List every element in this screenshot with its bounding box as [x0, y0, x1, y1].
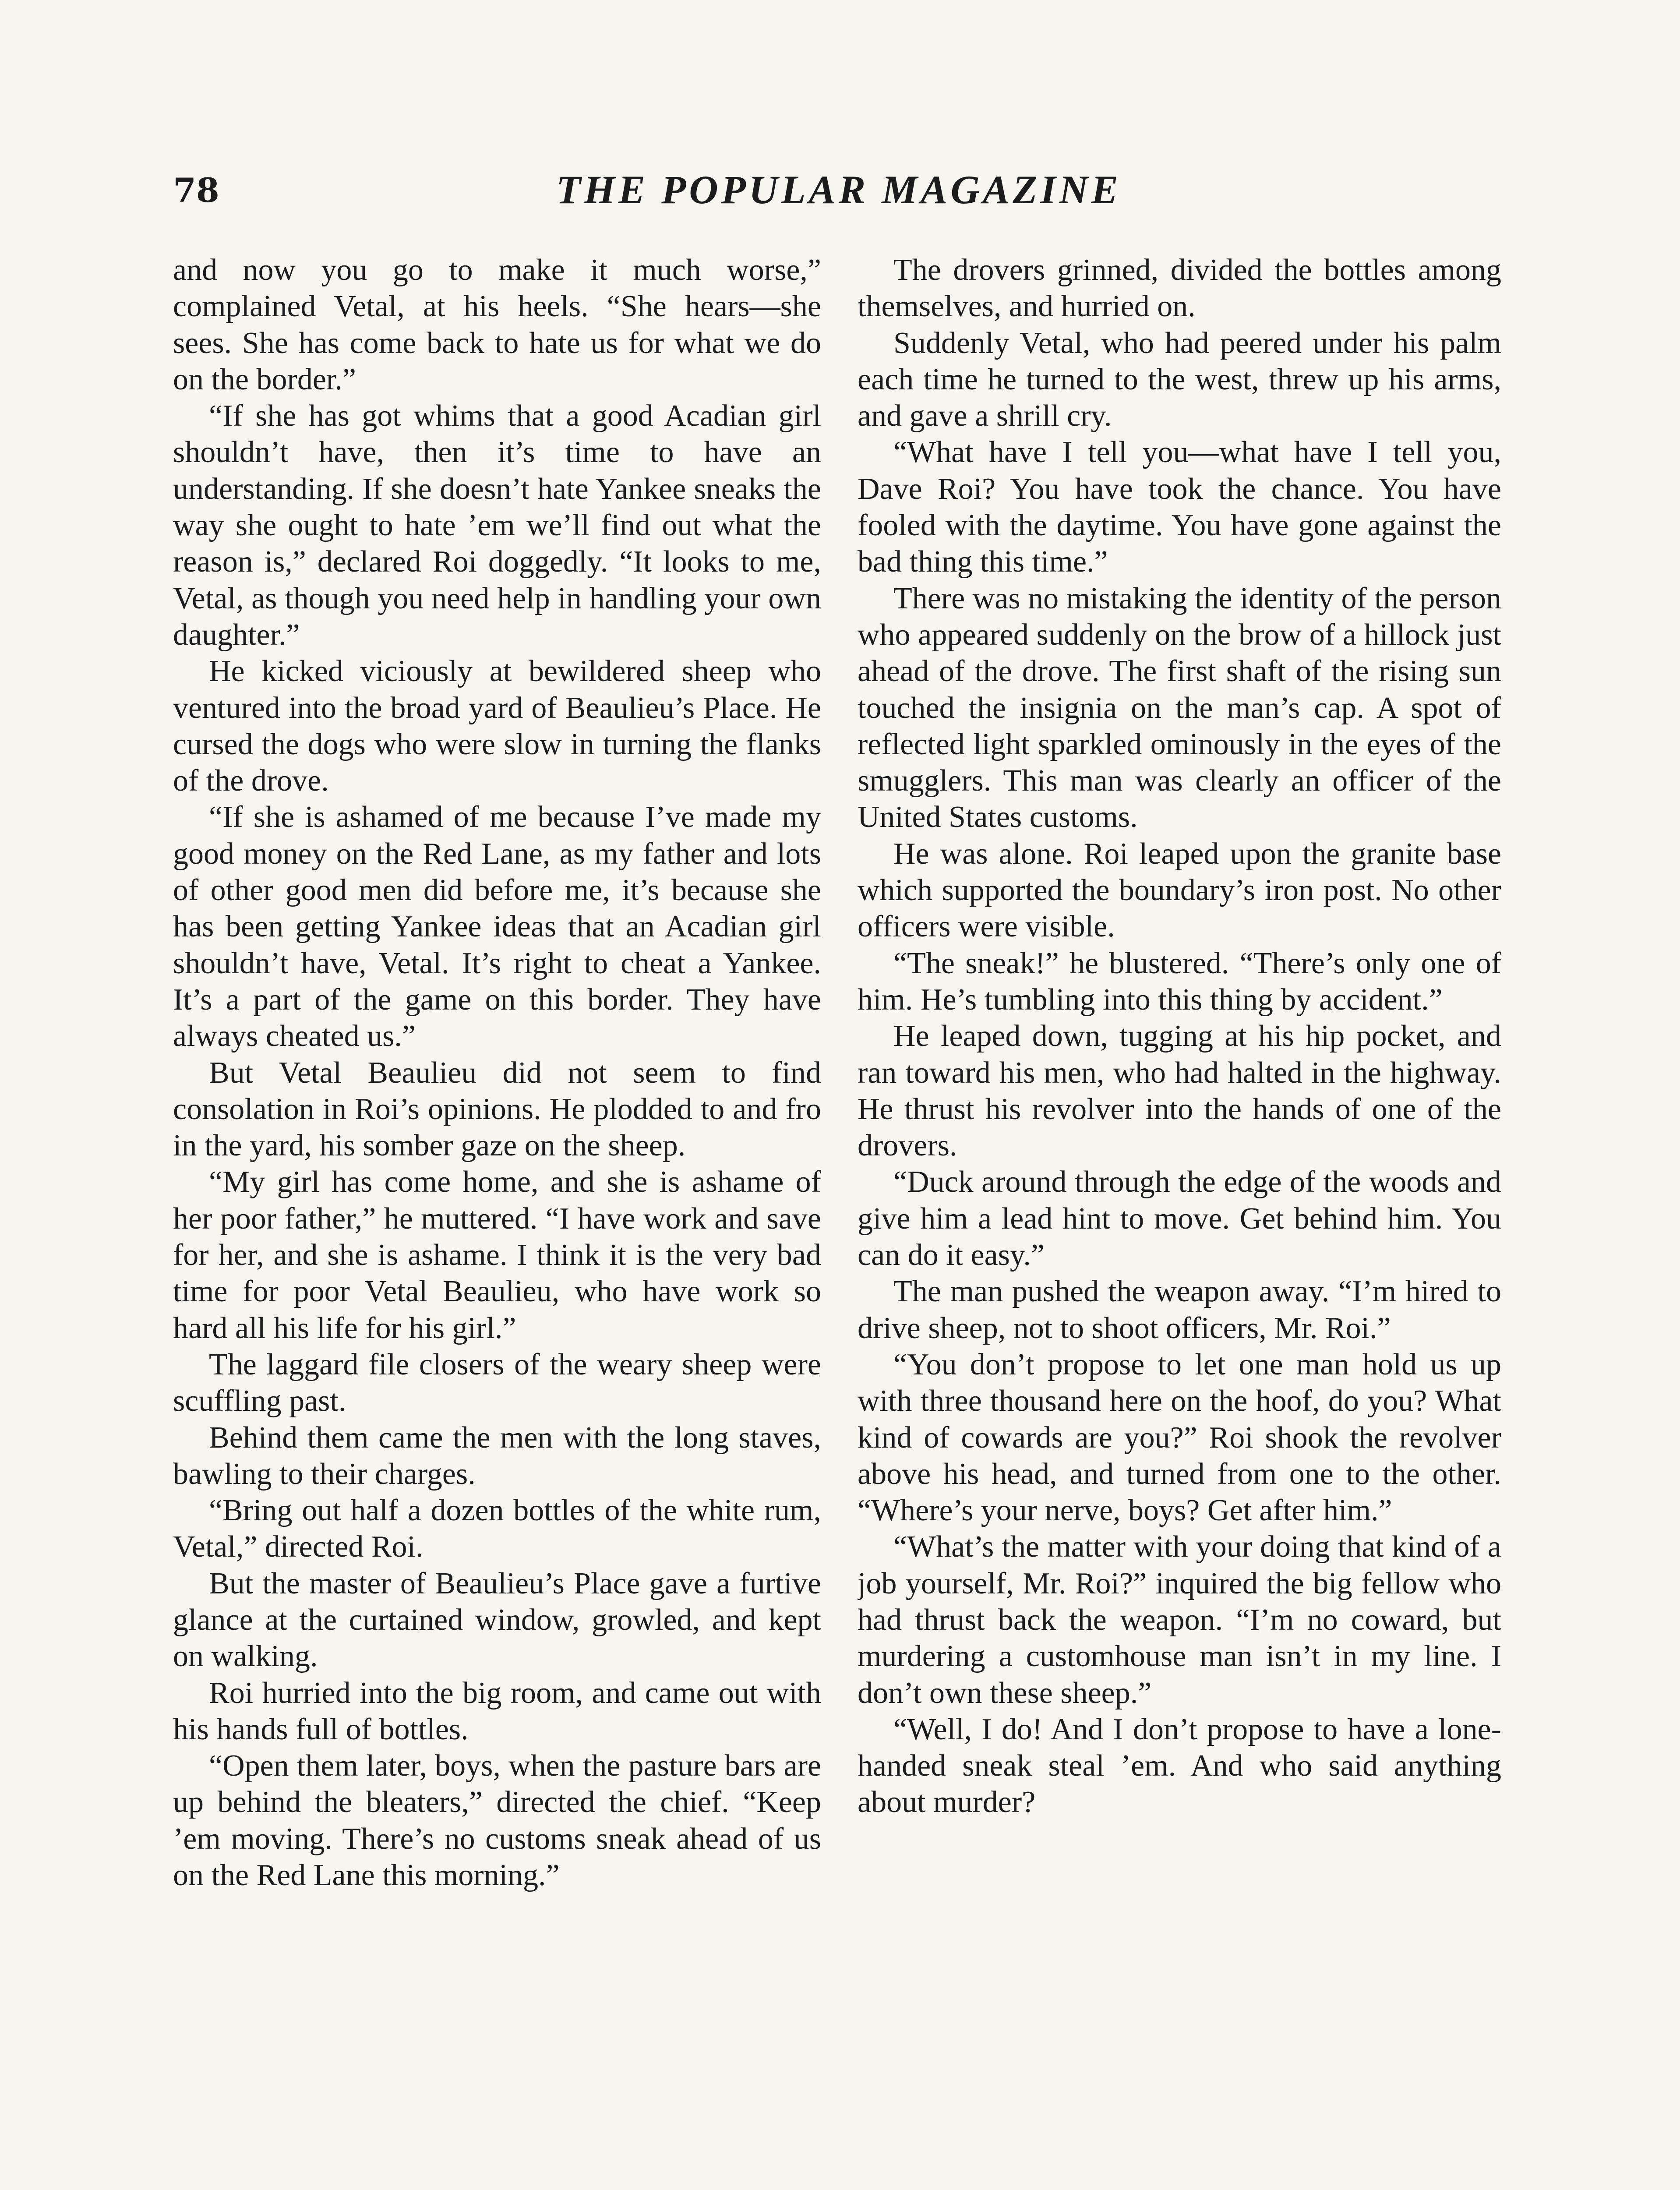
page-header — [173, 166, 1504, 219]
paragraph: “The sneak!” he blustered. “There’s only one of him. He’s tumbling into this thing by accident.” — [858, 946, 1501, 1017]
paragraph: He was alone. Roi leaped upon the granite base which supported the boundary’s iron post. No other officers were visible. — [858, 837, 1501, 944]
paragraph: Suddenly Vetal, who had peered under his palm each time he turned to the west, threw up his arms, and gave a shrill cry. — [858, 326, 1501, 433]
paragraph: “What’s the matter with your doing that kind of a job yourself, Mr. Roi?” inquired the big fellow who had thrust back the weapon. “I’m no coward, but murdering a customhouse man isn’t in my line. I don’t own these sheep.” — [858, 1530, 1501, 1710]
paragraph: The laggard file closers of the weary sheep were scuffling past. — [173, 1347, 821, 1418]
paragraph: Roi hurried into the big room, and came out with his hands full of bottles. — [173, 1676, 821, 1746]
paragraph: But Vetal Beaulieu did not seem to find consolation in Roi’s opinions. He plodded to and fro in the yard, his somber gaze on the sheep. — [173, 1056, 821, 1163]
paragraph: But the master of Beaulieu’s Place gave a furtive glance at the curtained window, growled, and kept on walking. — [173, 1566, 821, 1674]
paragraph: Behind them came the men with the long staves, bawling to their charges. — [173, 1420, 821, 1491]
paragraph: “Well, I do! And I don’t propose to have a lone-handed sneak steal ’em. And who said anything about murder? — [858, 1712, 1501, 1819]
paragraph: “My girl has come home, and she is ashame of her poor father,” he muttered. “I have work and save for her, and she is ashame. I think it is the very bad time for poor Vetal Beaulieu, who have work so hard all his life for his girl.” — [173, 1165, 821, 1345]
paragraph: “What have I tell you—what have I tell you, Dave Roi? You have took the chance. You have fooled with the daytime. You have gone against the bad thing this time.” — [858, 435, 1501, 579]
paragraph: “You don’t propose to let one man hold us up with three thousand here on the hoof, do you? What kind of cowards are you?” Roi shook the revolver above his head, and turned from one to the other. “Where’s your nerve, boys? Get after him.” — [858, 1347, 1501, 1528]
paragraph: “If she has got whims that a good Acadian girl shouldn’t have, then it’s time to have an understanding. If she doesn’t hate Yankee sneaks the way she ought to hate ’em we’ll find out what the reason is,” declared Roi doggedly. “It looks to me, Vetal, as though you need help in handling your own daughter.” — [173, 399, 821, 652]
left-column — [173, 252, 821, 2190]
magazine-title: THE POPULAR MAGAZINE — [556, 167, 1122, 212]
paragraph: “If she is ashamed of me because I’ve made my good money on the Red Lane, as my father and lots of other good men did before me, it’s because she has been getting Yankee ideas that an Acadian girl shouldn’t have, Vetal. It’s right to cheat a Yankee. It’s a part of the game on this border. They have always cheated us.” — [173, 800, 821, 1053]
paragraph: The drovers grinned, divided the bottles among themselves, and hurried on. — [858, 253, 1501, 324]
paragraph: He leaped down, tugging at his hip pocket, and ran toward his men, who had halted in the highway. He thrust his revolver into the hands of one of the drovers. — [858, 1019, 1501, 1163]
paragraph: and now you go to make it much worse,” complained Vetal, at his heels. “She hears—she sees. She has come back to hate us for what we do on the border.” — [173, 253, 821, 396]
paragraph: “Bring out half a dozen bottles of the white rum, Vetal,” directed Roi. — [173, 1494, 821, 1564]
page-number: 78 — [173, 171, 219, 210]
paragraph: The man pushed the weapon away. “I’m hired to drive sheep, not to shoot officers, Mr. Roi.” — [858, 1275, 1501, 1345]
paragraph: There was no mistaking the identity of the person who appeared suddenly on the brow of a hillock just ahead of the drove. The first shaft of the rising sun touched the insignia on the man’s cap. A spot of reflected light sparkled ominously in the eyes of the smugglers. This man was clearly an officer of the United States customs. — [858, 581, 1501, 834]
paragraph: “Open them later, boys, when the pasture bars are up behind the bleaters,” directed the chief. “Keep ’em moving. There’s no customs sneak ahead of us on the Red Lane this morning.” — [173, 1749, 821, 1893]
paragraph: He kicked viciously at bewildered sheep who ventured into the broad yard of Beaulieu’s Place. He cursed the dogs who were slow in turning the flanks of the drove. — [173, 654, 821, 798]
paragraph: “Duck around through the edge of the woods and give him a lead hint to move. Get behind him. You can do it easy.” — [858, 1165, 1501, 1272]
right-column — [858, 252, 1501, 2190]
